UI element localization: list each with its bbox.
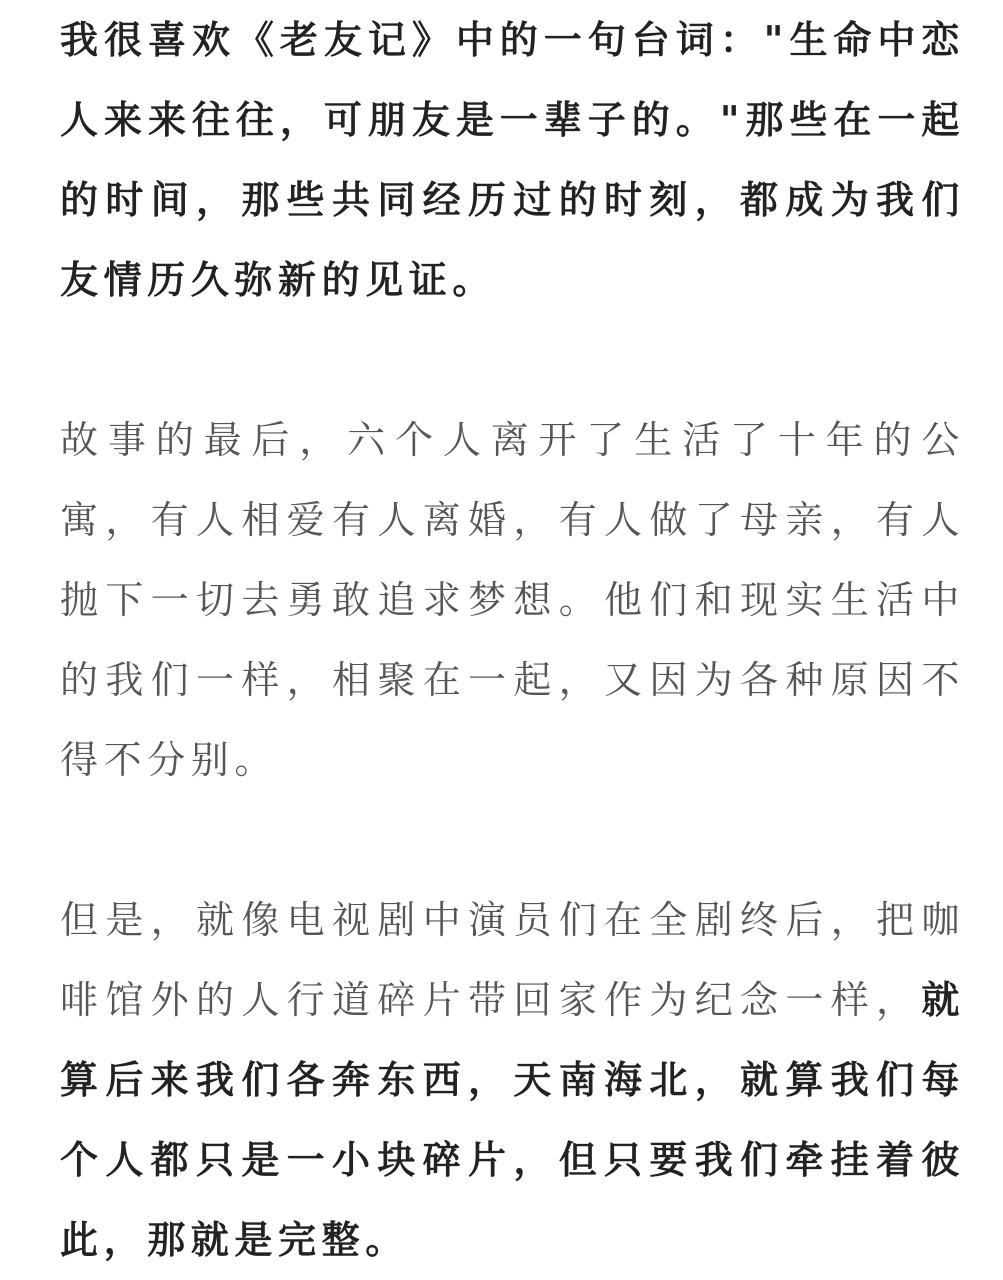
quote-paragraph: 我很喜欢《老友记》中的一句台词："生命中恋人来来往往，可朋友是一辈子的。"那些在一起的时间，那些共同经历过的时刻，都成为我们友情历久弥新的见证。 bbox=[60, 17, 965, 302]
story-paragraph: 故事的最后，六个人离开了生活了十年的公寓，有人相爱有人离婚，有人做了母亲，有人抛下一切去勇敢追求梦想。他们和现实生活中的我们一样，相聚在一起，又因为各种原因不得不分别。 bbox=[60, 418, 965, 782]
closing-paragraph bbox=[60, 880, 965, 1280]
closing-paragraph-regular-text: 但是，就像电视剧中演员们在全剧终后，把咖啡馆外的人行道碎片带回家作为纪念一样， bbox=[60, 898, 965, 1022]
article-body bbox=[60, 0, 965, 1280]
closing-paragraph-bold-text: 就算后来我们各奔东西，天南海北，就算我们每个人都只是一小块碎片，但只要我们牵挂着彼此，那就是完整。 bbox=[60, 977, 965, 1262]
